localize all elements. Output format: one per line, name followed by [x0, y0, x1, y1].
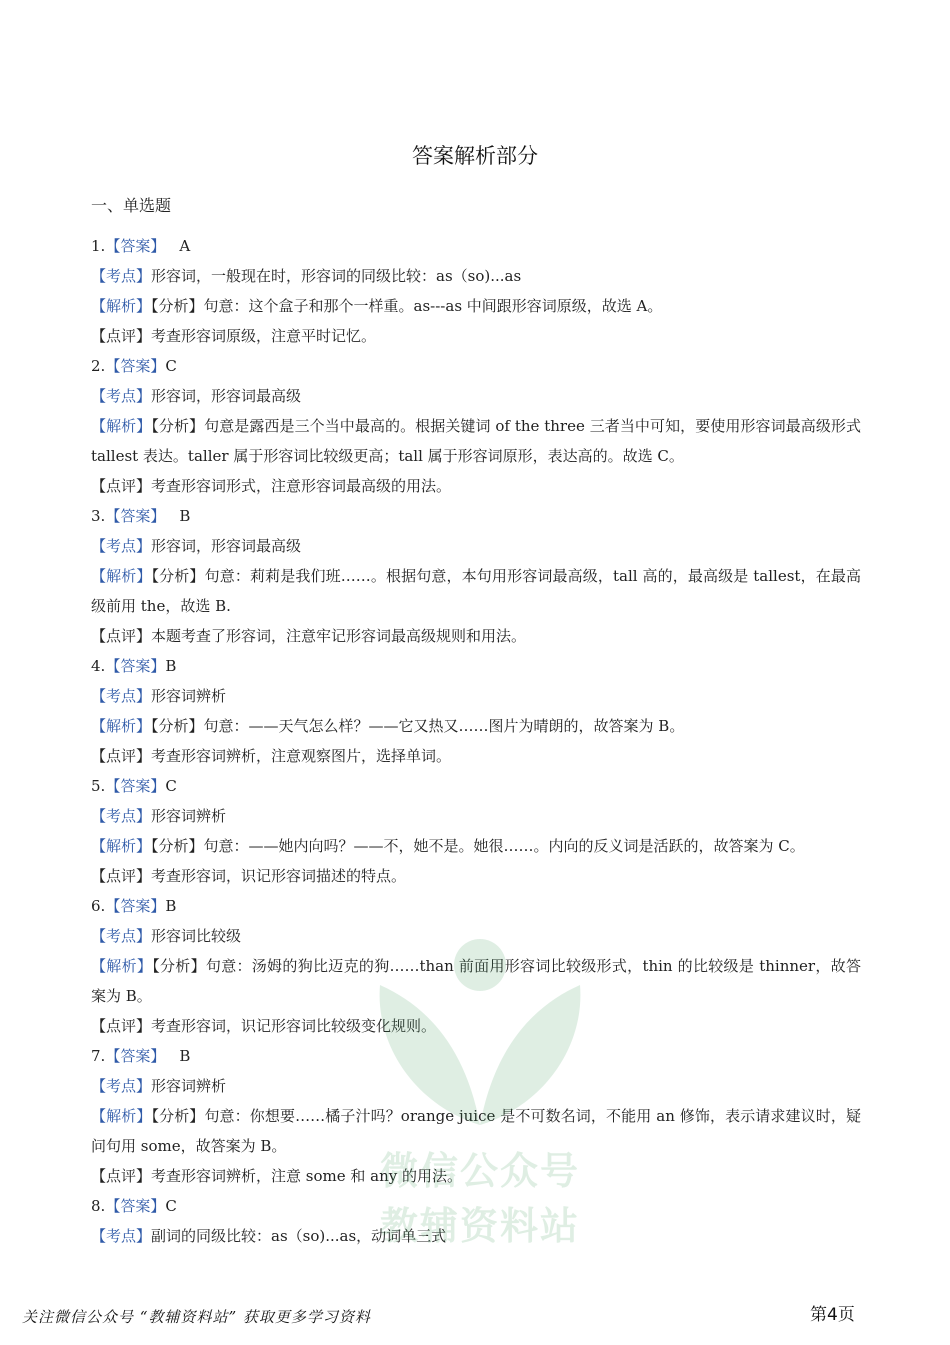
- jiexi-label: 【解析】: [91, 1107, 152, 1125]
- jiexi-line-1: [91, 291, 861, 321]
- kaodian-line-7: [91, 1071, 861, 1101]
- dianping-text: 考查形容词原级，注意平时记忆。: [151, 327, 377, 345]
- dianping-text: 考查形容词形式，注意形容词最高级的用法。: [151, 477, 452, 495]
- dianping-line-5: [91, 861, 861, 891]
- dianping-label: 【点评】: [91, 747, 152, 765]
- answer-label: 【答案】: [105, 1047, 166, 1065]
- answer-line-6: [91, 891, 861, 921]
- fenxi-text: 句意：——天气怎么样？——它又热又……图片为晴朗的，故答案为 B。: [203, 717, 685, 735]
- kaodian-text: 形容词，形容词最高级: [151, 387, 302, 405]
- question-number: 7.: [91, 1047, 106, 1065]
- kaodian-label: 【考点】: [91, 927, 152, 945]
- jiexi-line-3: [91, 561, 861, 621]
- question-number: 3.: [91, 507, 106, 525]
- fenxi-text: 句意是露西是三个当中最高的。根据关键词 of the three 三者当中可知，要使用形容词最高级形式 tallest 表达。taller 属于形容词比较级更高；tall 属于形容词原形，表达高的。故选 C。: [91, 417, 861, 465]
- fenxi-label: 【分析】: [151, 837, 204, 855]
- jiexi-line-6: [91, 951, 861, 1011]
- answer-line-5: [91, 771, 861, 801]
- fenxi-label: 【分析】: [151, 1107, 205, 1125]
- answer-value: B: [179, 1047, 191, 1065]
- dianping-text: 考查形容词辨析，注意 some 和 any 的用法。: [151, 1167, 462, 1185]
- question-number: 6.: [91, 897, 106, 915]
- footer-note: 关注微信公众号 “教辅资料站” 获取更多学习资料: [22, 1308, 371, 1326]
- answer-value: C: [165, 777, 177, 795]
- jiexi-line-2: [91, 411, 861, 471]
- answer-label: 【答案】: [105, 357, 166, 375]
- question-number: 1.: [91, 237, 106, 255]
- answer-value: A: [179, 237, 191, 255]
- jiexi-label: 【解析】: [91, 567, 152, 585]
- fenxi-text: 句意：你想要……橘子汁吗？orange juice 是不可数名词，不能用 an 修饰，表示请求建议时，疑问句用 some，故答案为 B。: [91, 1107, 861, 1155]
- section-title: 一、单选题: [91, 196, 172, 215]
- kaodian-text: 形容词，一般现在时，形容词的同级比较：as（so)...as: [151, 267, 522, 285]
- kaodian-label: 【考点】: [91, 537, 152, 555]
- kaodian-line-4: [91, 681, 861, 711]
- dianping-label: 【点评】: [91, 477, 152, 495]
- kaodian-line-3: [91, 531, 861, 561]
- dianping-label: 【点评】: [91, 867, 152, 885]
- kaodian-label: 【考点】: [91, 807, 152, 825]
- kaodian-label: 【考点】: [91, 1227, 152, 1245]
- jiexi-label: 【解析】: [91, 717, 152, 735]
- kaodian-line-1: [91, 261, 861, 291]
- answer-line-4: [91, 651, 861, 681]
- dianping-label: 【点评】: [91, 627, 152, 645]
- jiexi-label: 【解析】: [91, 837, 152, 855]
- dianping-text: 本题考查了形容词，注意牢记形容词最高级规则和用法。: [151, 627, 527, 645]
- answer-label: 【答案】: [105, 657, 166, 675]
- kaodian-label: 【考点】: [91, 1077, 152, 1095]
- jiexi-line-7: [91, 1101, 861, 1161]
- kaodian-label: 【考点】: [91, 387, 152, 405]
- fenxi-label: 【分析】: [151, 417, 205, 435]
- fenxi-text: 句意：这个盒子和那个一样重。as---as 中间跟形容词原级，故选 A。: [203, 297, 663, 315]
- answer-line-3: [91, 501, 861, 531]
- kaodian-text: 形容词比较级: [151, 927, 242, 945]
- answer-label: 【答案】: [105, 507, 166, 525]
- dianping-line-3: [91, 621, 861, 651]
- fenxi-label: 【分析】: [152, 957, 206, 975]
- kaodian-line-6: [91, 921, 861, 951]
- answer-line-1: [91, 231, 861, 261]
- dianping-line-1: [91, 321, 861, 351]
- jiexi-label: 【解析】: [91, 297, 152, 315]
- question-number: 2.: [91, 357, 106, 375]
- watermark-line-2: 教辅资料站: [379, 1204, 580, 1248]
- page-title: 答案解析部分: [412, 144, 538, 168]
- fenxi-label: 【分析】: [151, 297, 204, 315]
- dianping-line-7: [91, 1161, 861, 1191]
- answer-label: 【答案】: [105, 237, 166, 255]
- answer-value: C: [165, 1197, 177, 1215]
- fenxi-text: 句意：汤姆的狗比迈克的狗……than 前面用形容词比较级形式，thin 的比较级是 thinner，故答案为 B。: [91, 957, 861, 1005]
- dianping-line-2: [91, 471, 861, 501]
- dianping-label: 【点评】: [91, 1167, 152, 1185]
- kaodian-text: 副词的同级比较：as（so)...as，动词单三式: [151, 1227, 447, 1245]
- kaodian-line-2: [91, 381, 861, 411]
- jiexi-line-4: [91, 711, 861, 741]
- kaodian-label: 【考点】: [91, 687, 152, 705]
- answer-line-8: [91, 1191, 861, 1221]
- watermark-line-1: 微信公众号: [379, 1149, 580, 1193]
- answer-line-7: [91, 1041, 861, 1071]
- kaodian-text: 形容词，形容词最高级: [151, 537, 302, 555]
- kaodian-line-5: [91, 801, 861, 831]
- answer-value: B: [179, 507, 191, 525]
- answer-line-2: [91, 351, 861, 381]
- page-number: 第4页: [810, 1305, 855, 1325]
- kaodian-text: 形容词辨析: [151, 1077, 227, 1095]
- kaodian-text: 形容词辨析: [151, 687, 227, 705]
- kaodian-label: 【考点】: [91, 267, 152, 285]
- fenxi-text: 句意：莉莉是我们班……。根据句意，本句用形容词最高级，tall 高的，最高级是 tallest，在最高级前用 the，故选 B.: [91, 567, 861, 615]
- jiexi-label: 【解析】: [91, 417, 152, 435]
- dianping-text: 考查形容词，识记形容词比较级变化规则。: [151, 1017, 437, 1035]
- dianping-label: 【点评】: [91, 327, 152, 345]
- dianping-text: 考查形容词辨析，注意观察图片，选择单词。: [151, 747, 452, 765]
- dianping-line-4: [91, 741, 861, 771]
- fenxi-label: 【分析】: [151, 717, 204, 735]
- dianping-label: 【点评】: [91, 1017, 152, 1035]
- question-number: 8.: [91, 1197, 106, 1215]
- dianping-text: 考查形容词，识记形容词描述的特点。: [151, 867, 407, 885]
- jiexi-label: 【解析】: [91, 957, 153, 975]
- answer-value: C: [165, 357, 177, 375]
- fenxi-label: 【分析】: [151, 567, 205, 585]
- answer-value: B: [165, 897, 177, 915]
- dianping-line-6: [91, 1011, 861, 1041]
- fenxi-text: 句意：——她内向吗？——不，她不是。她很……。内向的反义词是活跃的，故答案为 C。: [203, 837, 805, 855]
- question-number: 4.: [91, 657, 106, 675]
- answer-value: B: [165, 657, 177, 675]
- kaodian-line-8: [91, 1221, 861, 1251]
- answer-label: 【答案】: [105, 897, 166, 915]
- jiexi-line-5: [91, 831, 861, 861]
- answer-label: 【答案】: [105, 1197, 166, 1215]
- answer-list: [91, 231, 861, 1251]
- question-number: 5.: [91, 777, 106, 795]
- kaodian-text: 形容词辨析: [151, 807, 227, 825]
- answer-label: 【答案】: [105, 777, 166, 795]
